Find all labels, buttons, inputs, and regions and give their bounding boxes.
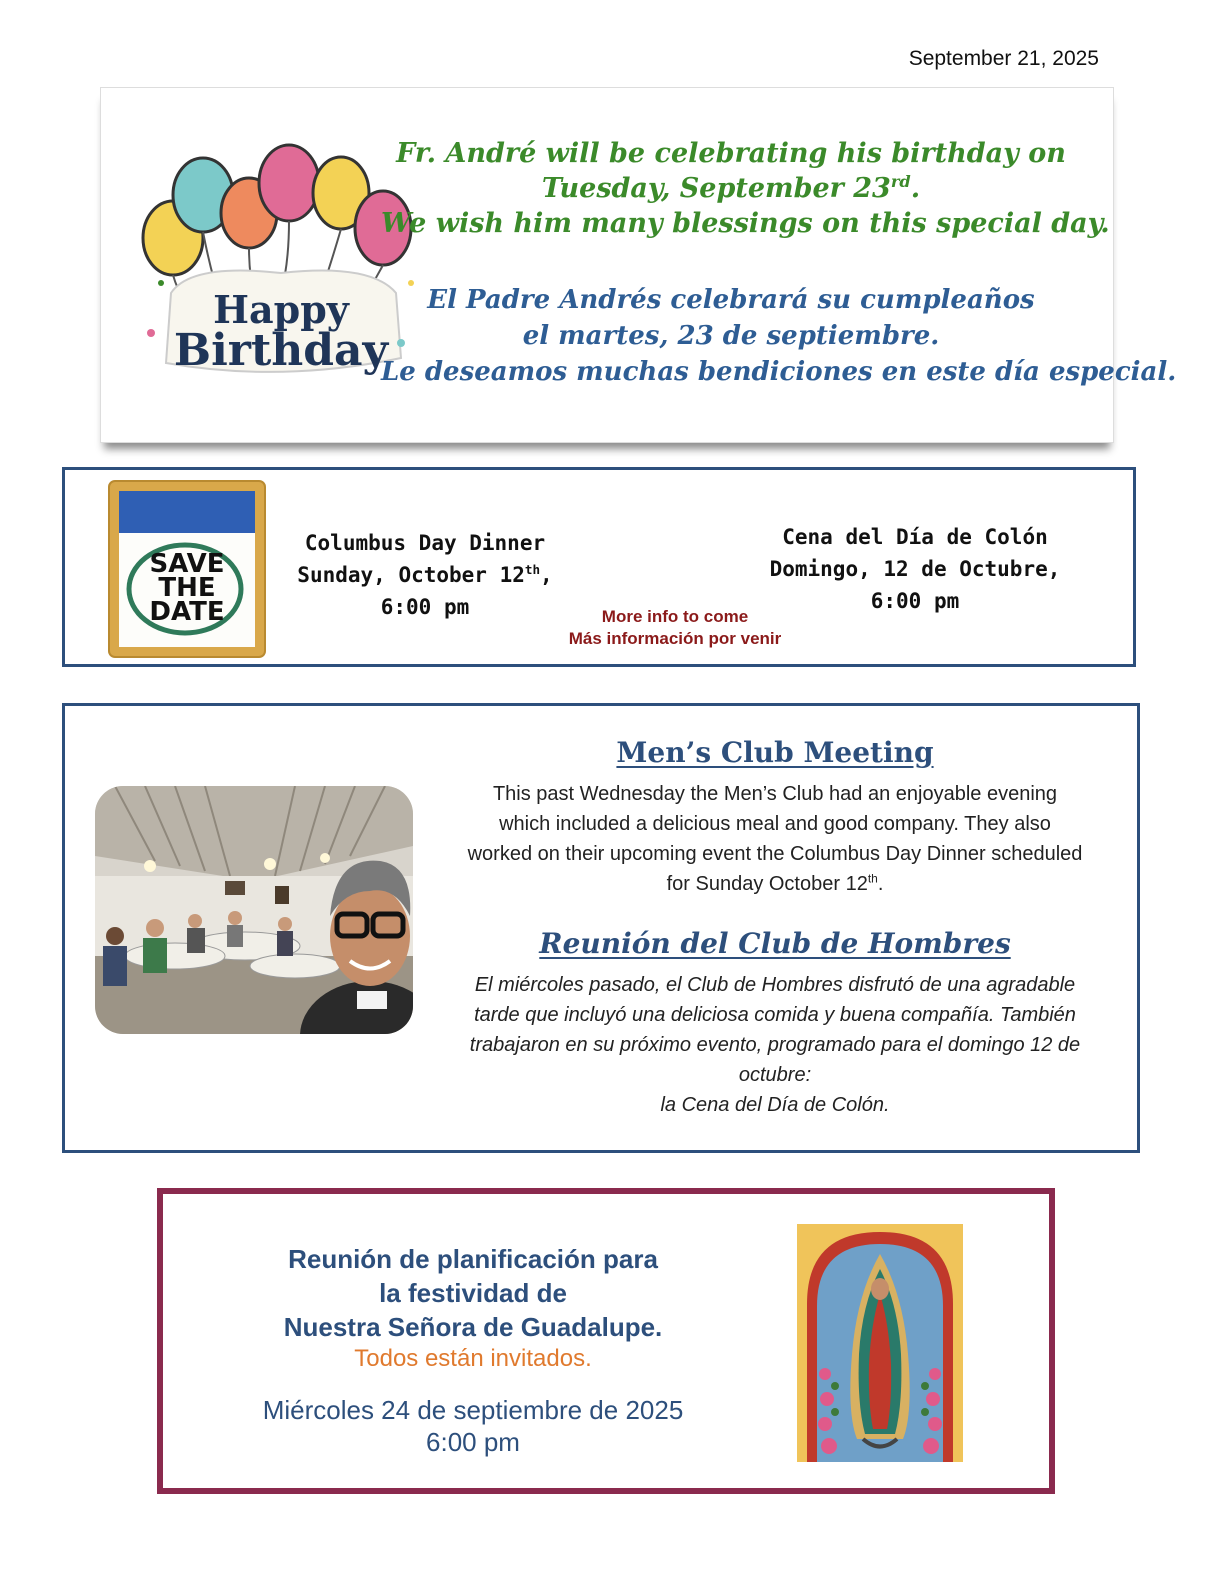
event-title-en: Columbus Day Dinner	[304, 531, 546, 555]
happy-text: Happy	[213, 287, 349, 332]
event-title-es: Cena del Día de Colón	[782, 525, 1048, 549]
mens-club-text	[465, 736, 1085, 1120]
birthday-es-line-2: el martes, 23 de septiembre.	[522, 321, 940, 351]
event-time-en: 6:00 pm	[380, 595, 470, 619]
guadalupe-date: Miércoles 24 de septiembre de 2025	[262, 1395, 684, 1425]
guadalupe-meeting-box	[157, 1188, 1055, 1494]
date-word: DATE	[149, 597, 225, 627]
columbus-dinner-es	[745, 521, 1085, 617]
save-word: SAVE	[149, 549, 225, 579]
event-time-es: 6:00 pm	[870, 589, 960, 613]
birthday-es-line-1: El Padre Andrés celebrará su cumpleaños	[427, 285, 1035, 315]
birthday-card	[100, 87, 1177, 443]
birthday-en-line-1: Fr. André will be celebrating his birthday on	[396, 138, 1066, 169]
save-the-date-box	[62, 467, 1136, 667]
more-info-en: More info to come	[601, 607, 749, 626]
mens-club-box	[62, 703, 1140, 1153]
happy-birthday-balloons-graphic	[131, 143, 421, 388]
birthday-text: Birthday	[173, 325, 389, 376]
our-lady-of-guadalupe-image	[797, 1224, 963, 1462]
guadalupe-time: 6:00 pm	[426, 1427, 520, 1457]
birthday-en-line-2: Tuesday, September 23rd.	[541, 172, 921, 204]
guadalupe-title-line-2: la festividad de	[379, 1278, 567, 1308]
mens-club-photo	[95, 786, 413, 1034]
guadalupe-invite: Todos están invitados.	[354, 1345, 592, 1372]
more-info-es: Más información por venir	[568, 629, 782, 648]
the-word: THE	[158, 573, 216, 603]
save-the-date-calendar-icon	[107, 479, 267, 659]
guadalupe-text	[223, 1242, 723, 1458]
birthday-en-line-3: We wish him many blessings on this special day.	[381, 208, 1110, 239]
birthday-message	[381, 128, 1177, 418]
event-date-en: Sunday, October 12th,	[297, 562, 553, 587]
mens-club-title-es: Reunión del Club de Hombres	[539, 927, 1011, 960]
columbus-dinner-en	[285, 527, 565, 623]
birthday-es-line-3: Le deseamos muchas bendiciones en este día especial.	[381, 357, 1177, 387]
mens-club-body-es: El miércoles pasado, el Club de Hombres disfrutó de una agradable tarde que incluyó una deliciosa comida y buena compañía. También trabajaron en su próximo evento, programado para el domingo 12 de octubre: la Cena del Día de Colón.	[469, 974, 1081, 1116]
guadalupe-title-line-1: Reunión de planificación para	[288, 1244, 658, 1274]
mens-club-title-en: Men’s Club Meeting	[616, 736, 934, 769]
mens-club-body-en: This past Wednesday the Men’s Club had an enjoyable evening which included a delicious meal and good company. They also worked on their upcoming event the Columbus Day Dinner scheduled for Sunday October 12th.	[467, 783, 1083, 895]
event-date-es: Domingo, 12 de Octubre,	[769, 557, 1061, 581]
guadalupe-title-line-3: Nuestra Señora de Guadalupe.	[283, 1312, 663, 1342]
bulletin-date: September 21, 2025	[908, 47, 1099, 70]
